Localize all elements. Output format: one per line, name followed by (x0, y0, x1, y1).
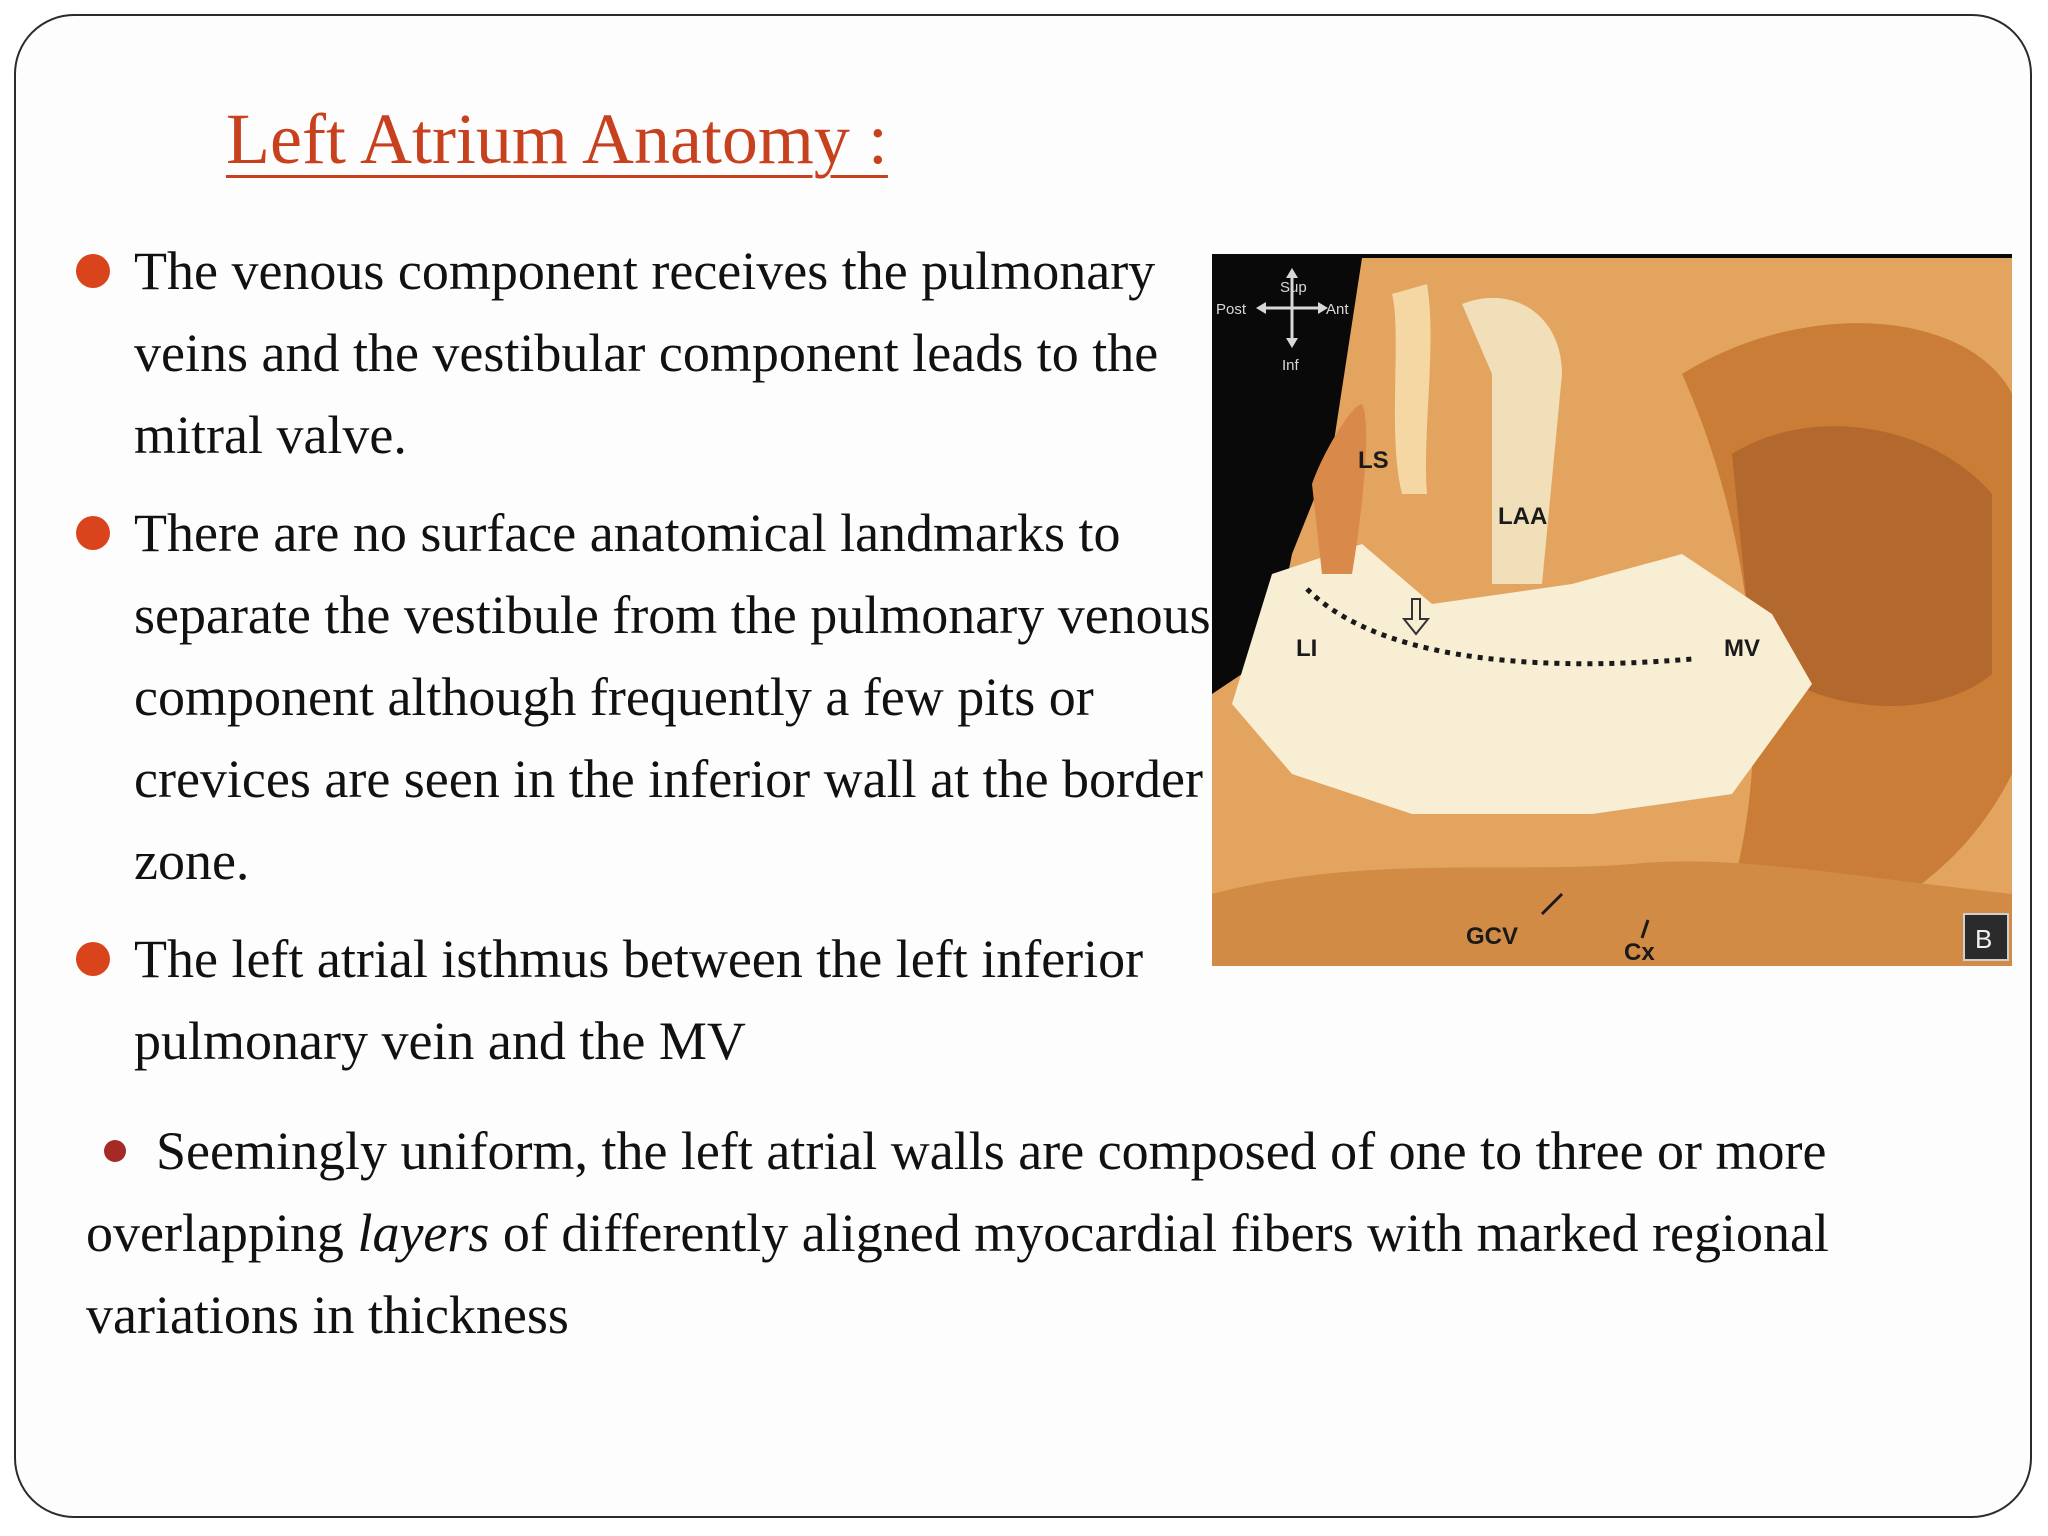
label-gcv: GCV (1466, 923, 1519, 950)
anatomy-figure (1212, 254, 2012, 966)
slide-title: Left Atrium Anatomy : (226, 99, 888, 179)
bullet-item (74, 918, 1214, 1082)
paragraph-bullet-icon (104, 1140, 126, 1162)
label-li: LI (1296, 635, 1318, 662)
paragraph-text-after: of differently aligned myocardial fibers with marked regional variations in thickness (86, 1203, 1829, 1345)
label-mv: MV (1724, 635, 1760, 662)
paragraph-emphasis: layers (357, 1203, 490, 1263)
slide-frame (14, 14, 2032, 1518)
orientation-sup-label: Sup (1280, 279, 1307, 296)
paragraph-text-before: Seemingly uniform, the left atrial walls are composed of one to three or more overlapping (86, 1121, 1827, 1263)
orientation-inf-label: Inf (1282, 357, 1299, 374)
orientation-ant-label: Ant (1326, 301, 1349, 318)
summary-paragraph (86, 1110, 1966, 1356)
bullet-text: The left atrial isthmus between the left inferior pulmonary vein and the MV (134, 929, 1144, 1071)
bullet-item (74, 492, 1214, 902)
label-ls: LS (1358, 447, 1389, 474)
bullet-marker-icon (76, 942, 110, 976)
anatomy-illustration (1212, 254, 2012, 966)
bullet-list (74, 230, 1214, 1098)
label-cx: Cx (1624, 939, 1655, 966)
bullet-marker-icon (76, 254, 110, 288)
bullet-text: There are no surface anatomical landmarks to separate the vestibule from the pulmonary venous component although frequently a few pits or crevices are seen in the inferior wall at the border zone. (134, 503, 1211, 891)
bullet-item (74, 230, 1214, 476)
panel-label: B (1975, 924, 1993, 954)
label-laa: LAA (1498, 503, 1548, 530)
bullet-text: The venous component receives the pulmonary veins and the vestibular component leads to the mitral valve. (134, 241, 1159, 465)
bullet-marker-icon (76, 516, 110, 550)
orientation-post-label: Post (1216, 301, 1247, 318)
